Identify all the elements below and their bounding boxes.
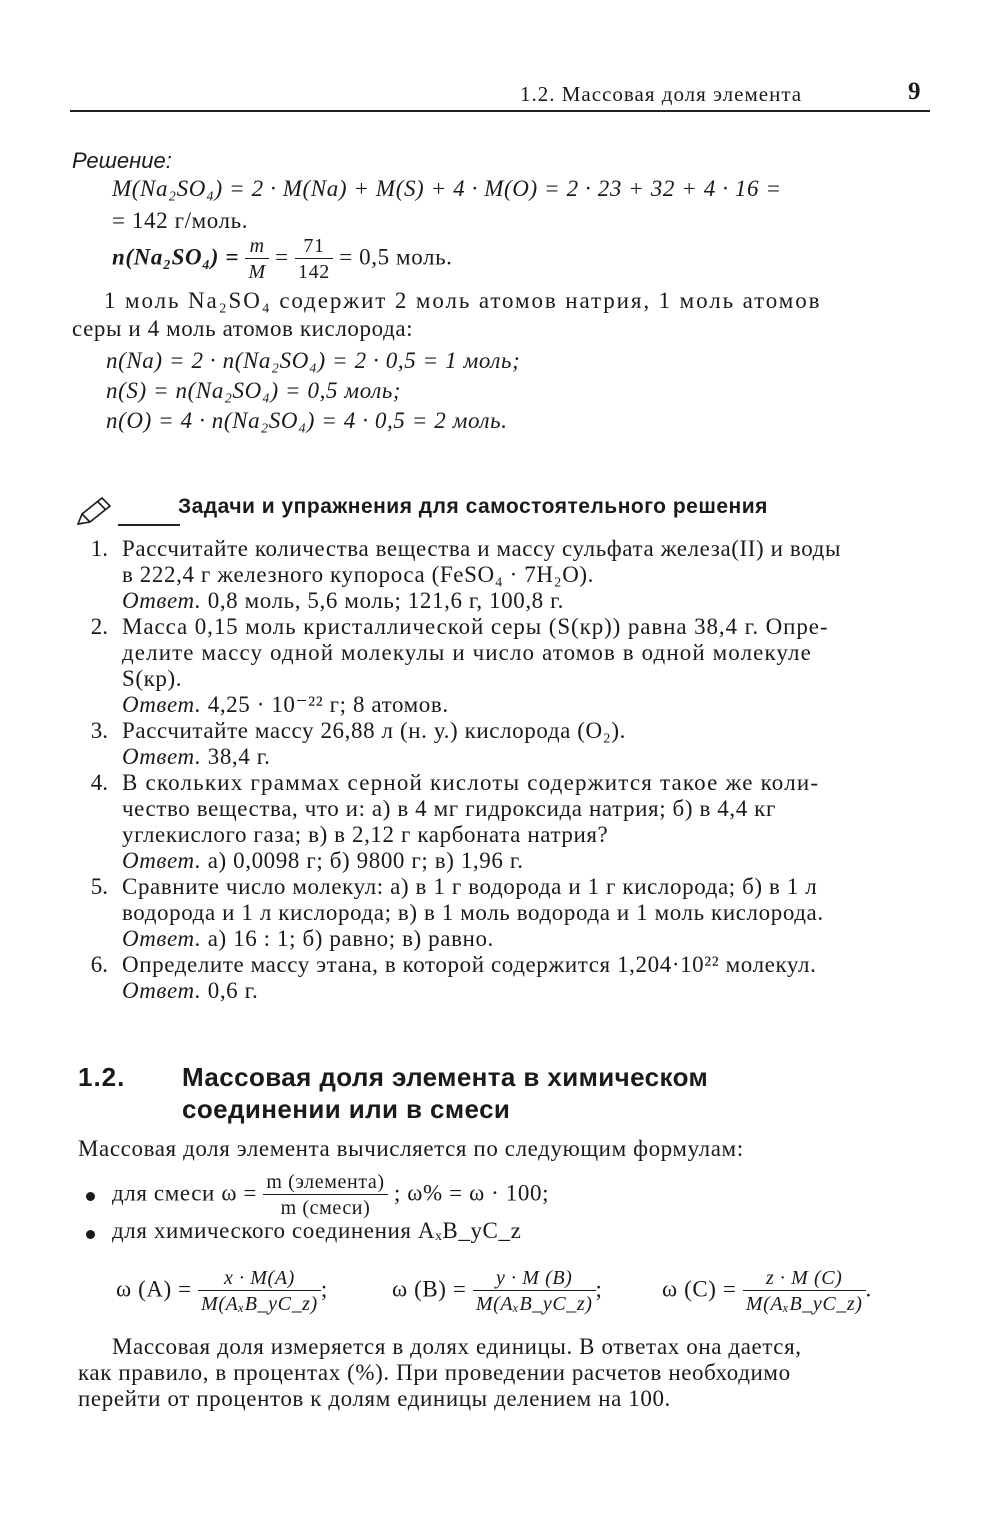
bullet-suffix: ; ω% = ω · 100; (393, 1180, 550, 1206)
fraction-71-over-142 (295, 236, 333, 282)
fraction-denominator: 142 (298, 261, 330, 283)
task-text-line: делите массу одной молекулы и число атомов в одной молекуле (122, 640, 812, 665)
fraction-denominator: M(AₓB_yC_z) (745, 1293, 863, 1315)
task-answer (122, 848, 524, 874)
task-answer (122, 588, 564, 614)
answer-label: Ответ. (122, 848, 202, 873)
formula-lhs: ω (C) = (662, 1276, 737, 1302)
answer-value: 0,8 моль, 5,6 моль; 121,6 г, 100,8 г. (207, 588, 564, 613)
fraction-numerator: x · M(A) (198, 1268, 321, 1291)
bullet-prefix: для смеси ω = (112, 1180, 257, 1206)
solution-label: Решение: (72, 148, 172, 173)
task-number: 6. (90, 952, 108, 977)
equals-sign: = (275, 244, 289, 270)
answer-value: а) 16 : 1; б) равно; в) равно. (207, 926, 494, 951)
fraction-denominator: M (248, 261, 266, 283)
equation-n-o: n(O) = 4 · n(Na₂SO₄) = 4 · 0,5 = 2 моль. (106, 408, 508, 433)
amount-lhs: n(Na₂SO₄) = (112, 244, 240, 270)
task-text-line: Масса 0,15 моль кристаллической серы (S(кр)) равна 38,4 г. Опре- (122, 614, 829, 639)
fraction-denominator: m (смеси) (280, 1197, 371, 1219)
fraction-numerator: m (элемента) (263, 1172, 387, 1195)
fraction-mass-fraction (263, 1172, 387, 1218)
answer-value: 4,25 · 10⁻²² г; 8 атомов. (207, 692, 449, 717)
final-paragraph-line: Массовая доля измеряется в долях единицы. В ответах она дается, (112, 1334, 802, 1359)
solution-molar-mass-line: M(Na₂SO₄) = 2 · M(Na) + M(S) + 4 · M(O) = 2 · 23 + 32 + 4 · 16 = (112, 176, 782, 201)
task-answer (122, 978, 258, 1004)
fraction-numerator: z · M (C) (743, 1268, 866, 1291)
formula-lhs: ω (B) = (392, 1276, 467, 1302)
task-text-line: Рассчитайте массу 26,88 л (н. у.) кислорода (O₂). (122, 718, 626, 743)
answer-label: Ответ. (122, 692, 202, 717)
formula-omega-a: ω (A) = $\frac{x \cdot M(A)}{\text{M(AₓB\_yC\_z)}}$ ; (116, 1267, 328, 1315)
section-number: 1.2. (78, 1062, 126, 1092)
equation-n-na: n(Na) = 2 · n(Na₂SO₄) = 2 · 0,5 = 1 моль; (106, 348, 521, 373)
section-title: соединении или в смеси (182, 1094, 511, 1124)
bullet-compound: для химического соединения AₓB_yC_z (112, 1218, 522, 1243)
tasks-heading: Задачи и упражнения для самостоятельного решения (178, 495, 768, 518)
equation-n-s: n(S) = n(Na₂SO₄) = 0,5 моль; (106, 378, 402, 403)
task-text-line: в 222,4 г железного купороса (FeSO₄ · 7H₂O). (122, 562, 595, 587)
task-answer (122, 692, 449, 718)
paragraph-line: серы и 4 моль атомов кислорода: (72, 316, 414, 341)
task-text-line: водорода и 1 л кислорода; в) в 1 моль водорода и 1 моль кислорода. (122, 900, 824, 925)
solution-molar-mass-result: = 142 г/моль. (112, 208, 249, 233)
final-paragraph-line: как правило, в процентах (%). При проведении расчетов необходимо (78, 1360, 791, 1385)
fraction-denominator: M(AₓB_yC_z) (201, 1293, 318, 1315)
answer-value: 38,4 г. (207, 744, 271, 769)
final-paragraph-line: перейти от процентов к долям единицы делением на 100. (78, 1386, 671, 1411)
heading-rule (118, 524, 180, 526)
task-text-line: Рассчитайте количества вещества и массу сульфата железа(II) и воды (122, 536, 841, 561)
running-header-title: 1.2. Массовая доля элемента (520, 82, 803, 106)
formula-fraction (743, 1268, 866, 1314)
formula-fraction (198, 1268, 321, 1314)
task-number: 2. (90, 614, 108, 639)
task-text-line: В скольких граммах серной кислоты содержится такое же коли- (122, 770, 820, 795)
answer-label: Ответ. (122, 588, 202, 613)
section-intro: Массовая доля элемента вычисляется по следующим формулам: (78, 1136, 744, 1161)
amount-rhs: = 0,5 моль. (339, 244, 453, 270)
task-number: 5. (90, 874, 108, 899)
header-rule (70, 110, 930, 112)
answer-value: 0,6 г. (207, 978, 259, 1003)
formula-fraction (473, 1268, 596, 1314)
task-answer (122, 744, 271, 770)
section-title: Массовая доля элемента в химическом (182, 1062, 709, 1092)
formula-lhs: ω (A) = (116, 1276, 192, 1302)
task-number: 3. (90, 718, 108, 743)
answer-value: а) 0,0098 г; б) 9800 г; в) 1,96 г. (207, 848, 524, 873)
page-number: 9 (908, 78, 921, 105)
solution-amount-line (112, 236, 453, 282)
fraction-denominator: M(AₓB_yC_z) (475, 1293, 593, 1315)
fraction-numerator: m (245, 236, 268, 259)
task-text-line: Сравните число молекул: а) в 1 г водорода и 1 г кислорода; б) в 1 л (122, 874, 818, 899)
fraction-numerator: y · M (B) (473, 1268, 596, 1291)
formula-omega-b: ω (B) = $\frac{y \cdot M (B)}{\text{M(AₓB\_yC\_z)}}$ ; (392, 1267, 603, 1315)
fraction-m-over-M (245, 236, 268, 282)
task-text-line: Определите массу этана, в которой содержится 1,204·10²² молекул. (122, 952, 817, 977)
task-text-line: углекислого газа; в) в 2,12 г карбоната натрия? (122, 822, 609, 847)
task-text-line: чество вещества, что и: а) в 4 мг гидроксида натрия; б) в 4,4 кг (122, 796, 776, 821)
answer-label: Ответ. (122, 926, 202, 951)
task-number: 1. (90, 536, 108, 561)
formula-omega-c: ω (C) = $\frac{z \cdot M (C)}{\text{M(AₓB\_yC\_z)}}$ . (662, 1267, 872, 1315)
paragraph-line: 1 моль Na₂SO₄ содержит 2 моль атомов натрия, 1 моль атомов (104, 288, 822, 313)
answer-label: Ответ. (122, 744, 202, 769)
answer-label: Ответ. (122, 978, 202, 1003)
fraction-numerator: 71 (295, 236, 333, 259)
task-number: 4. (90, 770, 108, 795)
pencil-icon (72, 494, 120, 530)
bullet-dot (86, 1192, 95, 1201)
task-answer (122, 926, 494, 952)
task-text-line: S(кр). (122, 666, 183, 691)
bullet-mixture-formula (112, 1172, 549, 1218)
bullet-dot (86, 1230, 95, 1239)
